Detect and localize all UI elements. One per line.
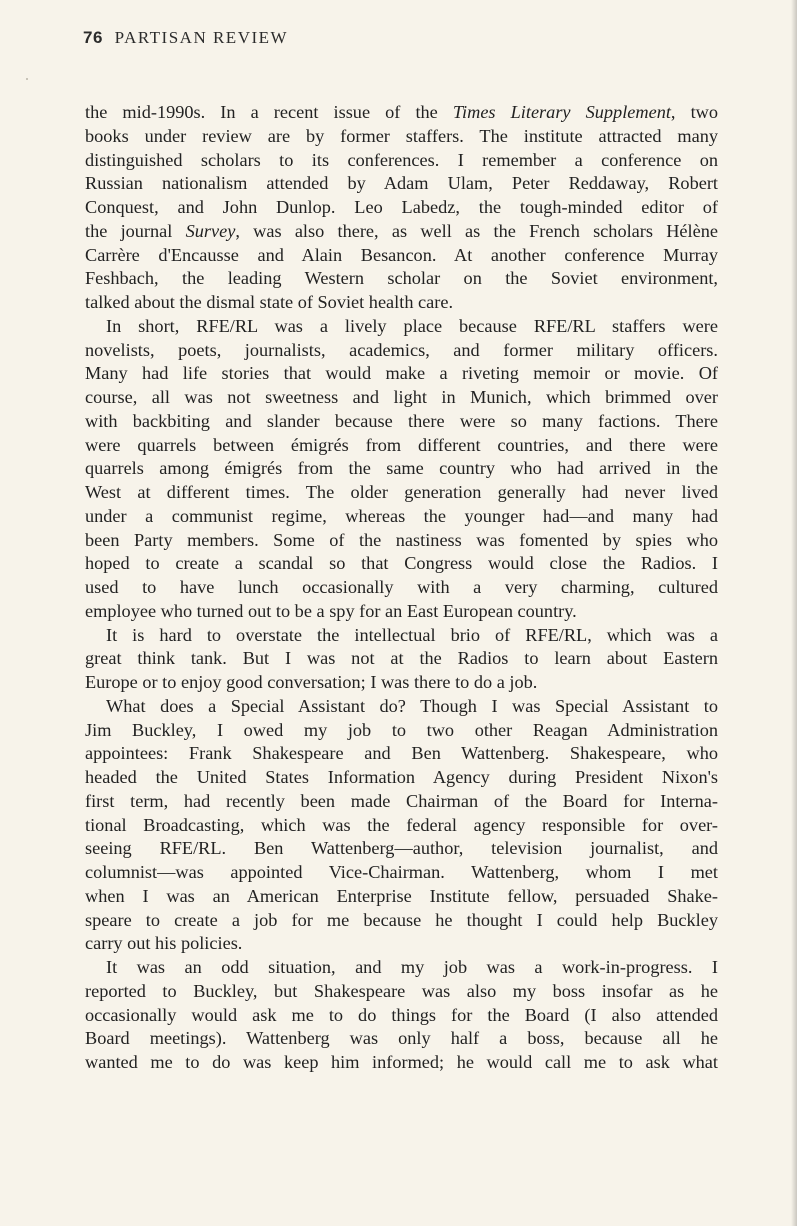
body-text (85, 101, 718, 1075)
text-line (85, 434, 718, 458)
text-line (85, 220, 718, 244)
text-run: the mid-1990s. In a recent issue of the (85, 102, 453, 122)
text-line (85, 172, 718, 196)
text-line (85, 149, 718, 173)
text-line (85, 742, 718, 766)
text-line (85, 837, 718, 861)
text-run: Feshbach, the leading Western scholar on the Soviet environment, (85, 268, 718, 289)
italic-title: Survey (185, 220, 236, 241)
text-run: employee who turned out to be a spy for an East European country. (85, 600, 577, 621)
text-line (85, 790, 718, 814)
text-line (85, 671, 718, 695)
text-line (85, 1027, 718, 1051)
text-run: seeing RFE/RL. Ben Wattenberg—author, television journalist, and (85, 838, 718, 859)
italic-title: Times Literary Supplement (452, 102, 671, 122)
text-line (85, 410, 718, 434)
text-line (85, 291, 718, 315)
text-line (85, 505, 718, 529)
text-run: In short, RFE/RL was a lively place because RFE/RL staffers were (106, 315, 718, 336)
text-line (85, 457, 718, 481)
text-line (85, 600, 718, 624)
text-line (85, 695, 718, 719)
text-run: Many had life stories that would make a riveting memoir or movie. Of (85, 363, 718, 384)
text-line (85, 909, 718, 933)
text-run: novelists, poets, journalists, academics, and former military officers. (85, 339, 718, 360)
text-line (85, 766, 718, 790)
text-run: first term, had recently been made Chairman of the Board for Interna- (85, 790, 718, 811)
text-run: , two (670, 102, 718, 122)
page-edge-shadow (791, 0, 797, 1226)
text-run: hoped to create a scandal so that Congress would close the Radios. I (85, 553, 718, 574)
text-run: West at different times. The older generation generally had never lived (85, 482, 718, 502)
text-line (85, 980, 718, 1004)
text-line (85, 362, 718, 386)
text-line (85, 576, 718, 600)
text-line (85, 196, 718, 220)
text-run: occasionally would ask me to do things for the Board (I also attended (85, 1004, 718, 1025)
text-run: speare to create a job for me because he thought I could help Buckley (85, 909, 718, 930)
text-line (85, 481, 718, 505)
text-line (85, 244, 718, 268)
text-run: under a communist regime, whereas the younger had—and many had (85, 505, 718, 526)
text-run: distinguished scholars to its conferences. I remember a conference on (85, 149, 718, 170)
text-run: Board meetings). Wattenberg was only half a boss, because all he (85, 1028, 718, 1049)
text-run: reported to Buckley, but Shakespeare was also my boss insofar as he (85, 980, 718, 1001)
text-run: , was also there, as well as the French scholars Hélène (235, 220, 718, 241)
text-line (85, 932, 718, 956)
text-run: used to have lunch occasionally with a very charming, cultured (85, 577, 718, 597)
text-run: Conquest, and John Dunlop. Leo Labedz, the tough-minded editor of (85, 197, 718, 217)
text-run: were quarrels between émigrés from different countries, and there were (85, 434, 718, 455)
text-line (85, 956, 718, 980)
text-line (85, 1051, 718, 1075)
text-line (85, 529, 718, 553)
text-run: the journal (85, 220, 186, 241)
text-run: It was an odd situation, and my job was a work-in-progress. I (106, 957, 718, 977)
text-run: great think tank. But I was not at the Radios to learn about Eastern (85, 648, 718, 669)
text-line (85, 1004, 718, 1028)
text-line (85, 861, 718, 885)
text-run: Jim Buckley, I owed my job to two other Reagan Administration (85, 719, 718, 740)
text-run: quarrels among émigrés from the same country who had arrived in the (85, 458, 718, 479)
text-line (85, 125, 718, 149)
text-line (85, 101, 718, 125)
text-run: been Party members. Some of the nastiness was fomented by spies who (85, 529, 718, 550)
text-run: What does a Special Assistant do? Though I was Special Assistant to (106, 695, 718, 716)
text-line (85, 814, 718, 838)
text-run: Europe or to enjoy good conversation; I was there to do a job. (85, 672, 538, 692)
text-run: wanted me to do was keep him informed; he would call me to ask what (85, 1052, 718, 1072)
text-run: carry out his policies. (85, 933, 243, 954)
text-run: course, all was not sweetness and light in Munich, which brimmed over (85, 387, 718, 407)
text-run: tional Broadcasting, which was the federal agency responsible for over- (85, 814, 718, 835)
journal-title: PARTISAN REVIEW (114, 28, 289, 47)
text-line (85, 339, 718, 363)
text-run: Carrère d'Encausse and Alain Besancon. At another conference Murray (85, 244, 718, 265)
text-line (85, 315, 718, 339)
text-run: headed the United States Information Agency during President Nixon's (85, 767, 718, 787)
text-line (85, 386, 718, 410)
text-run: It is hard to overstate the intellectual brio of RFE/RL, which was a (106, 624, 718, 645)
text-run: with backbiting and slander because there were so many factions. There (85, 410, 718, 431)
text-run: columnist—was appointed Vice-Chairman. Wattenberg, whom I met (85, 862, 718, 882)
text-line (85, 552, 718, 576)
text-line (85, 267, 718, 291)
text-line (85, 885, 718, 909)
text-run: appointees: Frank Shakespeare and Ben Wattenberg. Shakespeare, who (85, 743, 718, 764)
text-line (85, 624, 718, 648)
text-run: Russian nationalism attended by Adam Ulam, Peter Reddaway, Robert (85, 173, 718, 194)
page-number: 76 (83, 28, 103, 47)
text-line (85, 719, 718, 743)
running-head (83, 28, 288, 48)
text-line (85, 647, 718, 671)
text-run: talked about the dismal state of Soviet health care. (85, 292, 454, 312)
page-speck (26, 78, 28, 80)
text-run: when I was an American Enterprise Institute fellow, persuaded Shake- (85, 885, 718, 906)
text-run: books under review are by former staffers. The institute attracted many (85, 125, 718, 146)
